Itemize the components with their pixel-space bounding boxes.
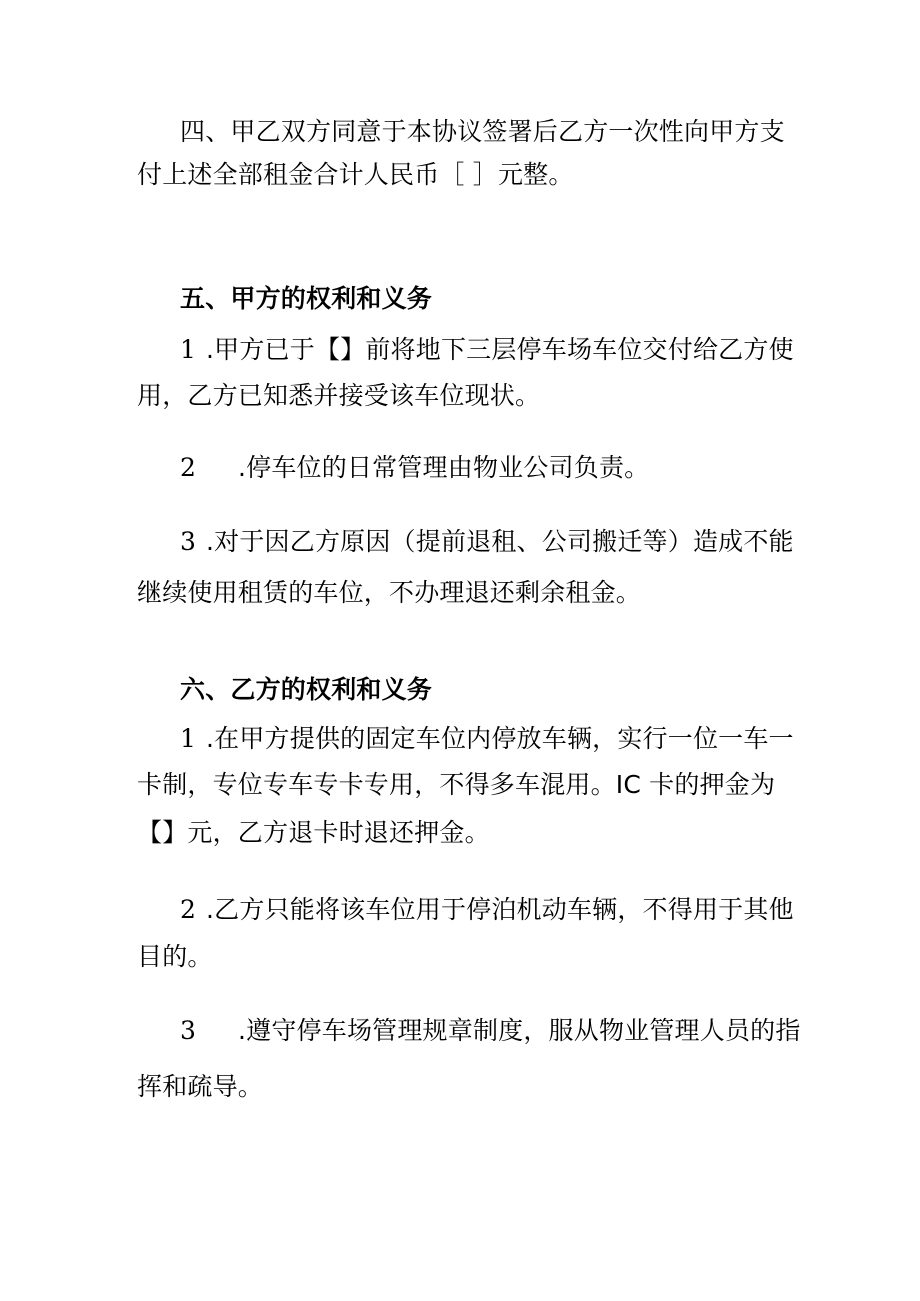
item-number: 1 <box>180 335 197 364</box>
section4-line1: 四、甲乙双方同意于本协议签署后乙方一次性向甲方支 <box>180 117 785 146</box>
item-number: 3 <box>180 1016 197 1045</box>
section4-line2: 付上述全部租金合计人民币［ ］元整。 <box>137 160 574 189</box>
section5-item1-line2: 用，乙方已知悉并接受该车位现状。 <box>137 381 541 410</box>
item-text: .甲方已于【】前将地下三层停车场车位交付给乙方使 <box>206 335 794 364</box>
item-text: .停车位的日常管理由物业公司负责。 <box>238 453 650 482</box>
section6-item2-line2: 目的。 <box>137 942 213 971</box>
section5-heading: 五、甲方的权利和义务 <box>180 284 433 313</box>
item-text: .在甲方提供的固定车位内停放车辆，实行一位一车一 <box>206 724 794 753</box>
section5-item1-line1 <box>180 333 840 367</box>
section5-item3-line1 <box>180 525 840 559</box>
section6-item1-line2: 卡制，专位专车专卡专用，不得多车混用。IC 卡的押金为 <box>137 770 776 799</box>
section6-item2-line1 <box>180 893 840 927</box>
section6-item1-line1 <box>180 722 840 756</box>
item-number: 3 <box>180 527 197 556</box>
section6-heading: 六、乙方的权利和义务 <box>180 675 433 704</box>
item-text: .乙方只能将该车位用于停泊机动车辆，不得用于其他 <box>206 895 794 924</box>
item-number: 2 <box>180 895 197 924</box>
item-text: .遵守停车场管理规章制度，服从物业管理人员的指 <box>238 1016 801 1045</box>
section6-item1-line3: 【】元，乙方退卡时退还押金。 <box>137 818 490 847</box>
item-text: .对于因乙方原因（提前退租、公司搬迁等）造成不能 <box>206 527 794 556</box>
section5-item3-line2: 继续使用租赁的车位，不办理退还剩余租金。 <box>137 578 642 607</box>
section6-item3-line2: 挥和疏导。 <box>137 1072 264 1101</box>
section6-item3-line1 <box>180 1014 840 1048</box>
item-number: 1 <box>180 724 197 753</box>
section5-item2-line1 <box>180 451 840 485</box>
item-number: 2 <box>180 453 197 482</box>
